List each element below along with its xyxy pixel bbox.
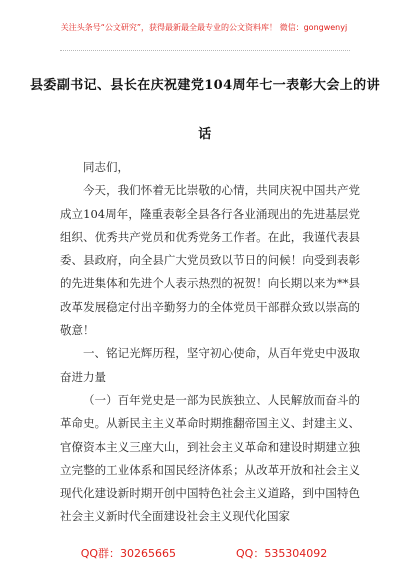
header-divider (60, 50, 350, 51)
footer-qq: QQ：535304092 (236, 547, 328, 560)
footer-contact (0, 545, 408, 561)
paragraph-opening: 今天，我们怀着无比崇敬的心情，共同庆祝中国共产党成立104周年，隆重表彰全县各行各业涌现出的先进基层党组织、优秀共产党员和优秀党务工作者。在此，我谨代表县委、县政府，向全县广大党员致以节日的问候！向受到表彰的先进集体和先进个人表示热烈的祝贺！向长期以来为**县改革发展稳定付出辛勤努力的全体党员干部群众致以崇高的敬意！ (60, 183, 360, 338)
header-banner: 关注头条号“公文研究”，获得最新最全最专业的公文资料库！ 微信：gongwenyj (60, 23, 348, 32)
greeting: 同志们， (83, 160, 129, 174)
document-title-line-1: 县委副书记、县长在庆祝建党104周年七一表彰大会上的讲 (30, 78, 380, 93)
section-heading-1: 一、铭记光辉历程，坚守初心使命，从百年党史中汲取奋进力量 (60, 346, 360, 384)
document-title-line-2: 话 (198, 127, 212, 142)
footer-qq-group: QQ群：30265665 (80, 547, 176, 560)
document-body (60, 156, 360, 529)
paragraph-history: （一）百年党史是一部为民族独立、人民解放而奋斗的革命史。从新民主主义革命时期推翻帝国主义、封建主义、官僚资本主义三座大山，到社会主义革命和建设时期建立独立完整的工业体系和国民经济体系；从改革开放和社会主义现代化建设新时期开创中国特色社会主义道路，到中国特色社会主义新时代全面建设社会主义现代化国家 (60, 392, 360, 524)
